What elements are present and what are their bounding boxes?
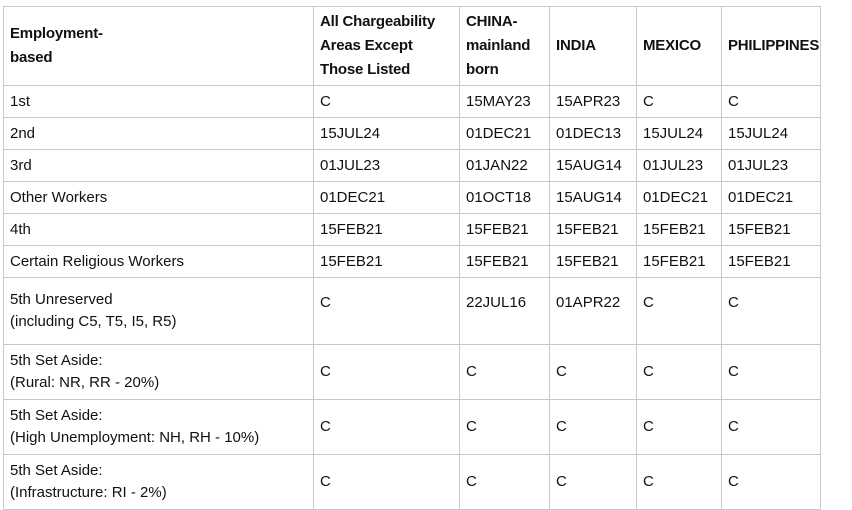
cell-mexico: 01JUL23: [637, 150, 722, 182]
cell-philippines: C: [722, 345, 821, 400]
cell-mexico: C: [637, 86, 722, 118]
table-row: [4, 246, 821, 278]
cell-mexico: 01DEC21: [637, 182, 722, 214]
cell-philippines: C: [722, 455, 821, 510]
cell-philippines: 15FEB21: [722, 246, 821, 278]
header-philippines: PHILIPPINES: [722, 7, 821, 86]
cell-category: Certain Religious Workers: [4, 246, 314, 278]
cell-philippines: 15JUL24: [722, 118, 821, 150]
cell-mexico: C: [637, 278, 722, 345]
cell-all-chargeability: 01JUL23: [314, 150, 460, 182]
cell-philippines: C: [722, 86, 821, 118]
cell-india: C: [550, 455, 637, 510]
cell-mexico: C: [637, 400, 722, 455]
cell-india: 15AUG14: [550, 150, 637, 182]
employment-based-dates-table: [3, 6, 821, 510]
cell-mexico: 15JUL24: [637, 118, 722, 150]
cell-india: 15APR23: [550, 86, 637, 118]
cell-all-chargeability: 01DEC21: [314, 182, 460, 214]
cell-all-chargeability: C: [314, 455, 460, 510]
cell-philippines: 15FEB21: [722, 214, 821, 246]
cell-all-chargeability: 15JUL24: [314, 118, 460, 150]
cell-china: 15FEB21: [460, 246, 550, 278]
cell-india: C: [550, 400, 637, 455]
cell-china: C: [460, 455, 550, 510]
visa-bulletin-table-container: [3, 6, 821, 510]
cell-philippines: 01DEC21: [722, 182, 821, 214]
cell-india: 15FEB21: [550, 214, 637, 246]
cell-category: 3rd: [4, 150, 314, 182]
cell-philippines: C: [722, 400, 821, 455]
cell-india: 01DEC13: [550, 118, 637, 150]
cell-china: 01OCT18: [460, 182, 550, 214]
cell-category: 4th: [4, 214, 314, 246]
cell-philippines: C: [722, 278, 821, 345]
cell-india: 15AUG14: [550, 182, 637, 214]
header-india: INDIA: [550, 7, 637, 86]
table-row: [4, 182, 821, 214]
cell-all-chargeability: 15FEB21: [314, 246, 460, 278]
cell-category: 5th Set Aside: (Infrastructure: RI - 2%): [4, 455, 314, 510]
cell-category: 2nd: [4, 118, 314, 150]
cell-category: Other Workers: [4, 182, 314, 214]
cell-china: 15MAY23: [460, 86, 550, 118]
table-row: [4, 400, 821, 455]
cell-china: C: [460, 400, 550, 455]
cell-all-chargeability: C: [314, 86, 460, 118]
cell-mexico: 15FEB21: [637, 214, 722, 246]
cell-category: 5th Unreserved (including C5, T5, I5, R5): [4, 278, 314, 345]
cell-mexico: C: [637, 455, 722, 510]
header-row: [4, 7, 821, 86]
cell-mexico: C: [637, 345, 722, 400]
cell-china: C: [460, 345, 550, 400]
table-row: [4, 455, 821, 510]
table-row: [4, 86, 821, 118]
cell-all-chargeability: C: [314, 345, 460, 400]
table-row: [4, 118, 821, 150]
table-row: [4, 278, 821, 345]
cell-china: 22JUL16: [460, 278, 550, 345]
header-employment-based: Employment- based: [4, 7, 314, 86]
cell-india: C: [550, 345, 637, 400]
header-all-chargeability: All Chargeability Areas Except Those Listed: [314, 7, 460, 86]
table-row: [4, 345, 821, 400]
header-china: CHINA- mainland born: [460, 7, 550, 86]
cell-china: 15FEB21: [460, 214, 550, 246]
cell-mexico: 15FEB21: [637, 246, 722, 278]
cell-category: 5th Set Aside: (Rural: NR, RR - 20%): [4, 345, 314, 400]
cell-all-chargeability: 15FEB21: [314, 214, 460, 246]
cell-china: 01DEC21: [460, 118, 550, 150]
cell-india: 15FEB21: [550, 246, 637, 278]
cell-all-chargeability: C: [314, 400, 460, 455]
table-row: [4, 214, 821, 246]
cell-philippines: 01JUL23: [722, 150, 821, 182]
cell-category: 5th Set Aside: (High Unemployment: NH, RH - 10%): [4, 400, 314, 455]
cell-india: 01APR22: [550, 278, 637, 345]
cell-all-chargeability: C: [314, 278, 460, 345]
table-row: [4, 150, 821, 182]
cell-china: 01JAN22: [460, 150, 550, 182]
cell-category: 1st: [4, 86, 314, 118]
header-mexico: MEXICO: [637, 7, 722, 86]
